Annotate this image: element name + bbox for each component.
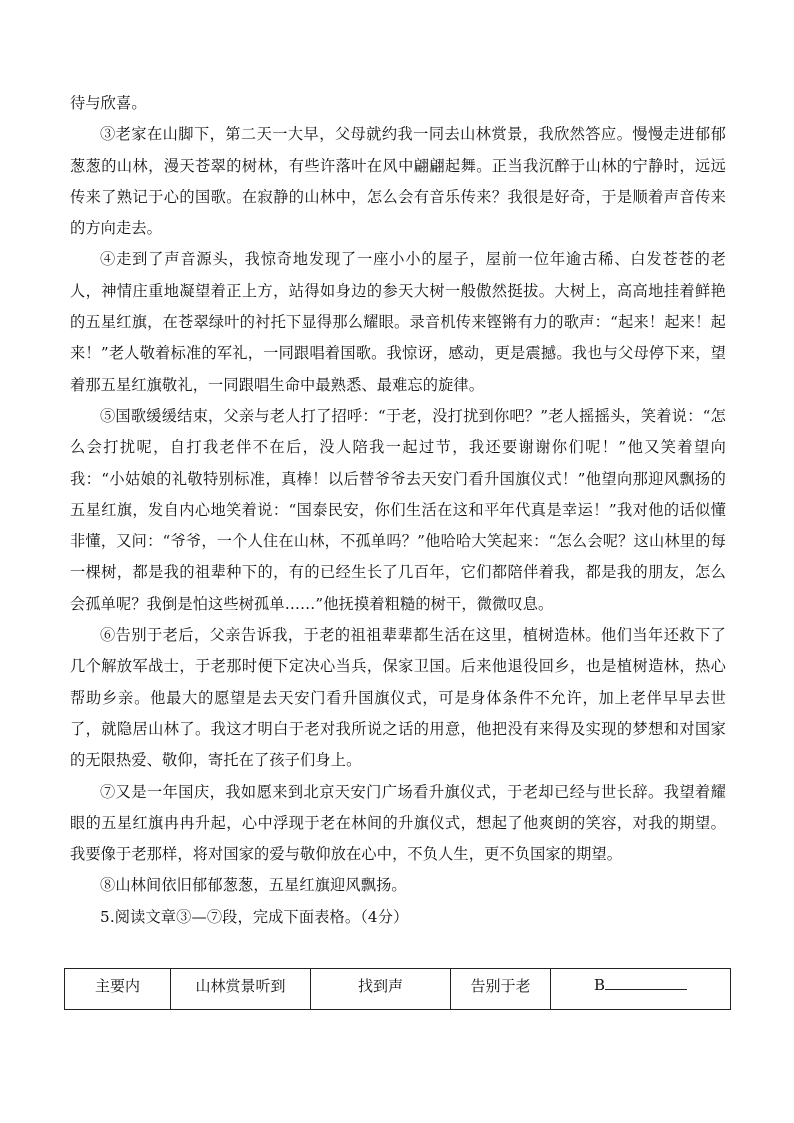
table-cell-scenery: 山林赏景听到 (171, 969, 311, 1010)
answer-blank-b[interactable] (605, 975, 687, 990)
table-cell-source: 找到声 (311, 969, 451, 1010)
paragraph-3: ③老家在山脚下，第二天一大早，父母就约我一同去山林赏景，我欣然答应。慢慢走进郁郁葱葱的山林，漫天苍翠的树林，有些许落叶在风中翩翩起舞。正当我沉醉于山林的宁静时，远远传来了熟记于心的国歌。在寂静的山林中，怎么会有音乐传来？我很是好奇，于是顺着声音传来的方向走去。 (70, 125, 726, 238)
table-cell-main-content: 主要内 (65, 969, 171, 1010)
paragraph-4: ④走到了声音源头，我惊奇地发现了一座小小的屋子，屋前一位年逾古稀、白发苍苍的老人，神情庄重地凝望着正上方，站得如身边的参天大树一般傲然挺拔。大树上，高高地挂着鲜艳的五星红旗，在苍翠绿叶的衬托下显得那么耀眼。录音机传来铿锵有力的歌声：“起来！起来！起来！”老人敬着标准的军礼，一同跟唱着国歌。我惊讶，感动，更是震撼。我也与父母停下来，望着那五星红旗敬礼，一同跟唱生命中最熟悉、最难忘的旋律。 (70, 250, 726, 394)
table-cell-answer-b[interactable]: B (551, 969, 731, 1010)
answer-table (64, 968, 731, 1010)
paragraph-continuation: 待与欣喜。 (70, 94, 147, 112)
question-5: 5.阅读文章③—⑦段，完成下面表格。（4分） (100, 907, 409, 926)
table-cell-farewell: 告别于老 (451, 969, 551, 1010)
paragraph-6: ⑥告别于老后，父亲告诉我，于老的祖祖辈辈都生活在这里，植树造林。他们当年还救下了几个解放军战士，于老那时便下定决心当兵，保家卫国。后来他退役回乡，也是植树造林，热心帮助乡亲。他最大的愿望是去天安门看升国旗仪式，可是身体条件不允许，加上老伴早早去世了，就隐居山林了。我这才明白于老对我所说之话的用意，他把没有来得及实现的梦想和对国家的无限热爱、敬仰，寄托在了孩子们身上。 (70, 626, 726, 770)
paragraph-8: ⑧山林间依旧郁郁葱葱，五星红旗迎风飘扬。 (100, 876, 407, 895)
table-row (65, 969, 731, 1010)
paragraph-7: ⑦又是一年国庆，我如愿来到北京天安门广场看升旗仪式，于老却已经与世长辞。我望着耀眼的五星红旗冉冉升起，心中浮现于老在林间的升旗仪式，想起了他爽朗的笑容，对我的期望。我要像于老那样，将对国家的爱与敬仰放在心中，不负人生，更不负国家的期望。 (70, 782, 726, 864)
article-body (70, 88, 726, 933)
paragraph-5: ⑤国歌缓缓结束，父亲与老人打了招呼：“于老，没打扰到你吧？”老人摇摇头，笑着说：“怎么会打扰呢，自打我老伴不在后，没人陪我一起过节，我还要谢谢你们呢！”他又笑着望向我：“小姑娘的礼敬特别标准，真棒！以后替爷爷去天安门看升国旗仪式！”他望向那迎风飘扬的五星红旗，发自内心地笑着说：“国泰民安，你们生活在这和平年代真是幸运！”我对他的话似懂非懂，又问：“爷爷，一个人住在山林，不孤单吗？”他哈哈大笑起来：“怎么会呢？这山林里的每一棵树，都是我的祖辈种下的，有的已经生长了几百年，它们都陪伴着我，都是我的朋友，怎么会孤单呢？我倒是怕这些树孤单……”他抚摸着粗糙的树干，微微叹息。 (70, 406, 726, 613)
